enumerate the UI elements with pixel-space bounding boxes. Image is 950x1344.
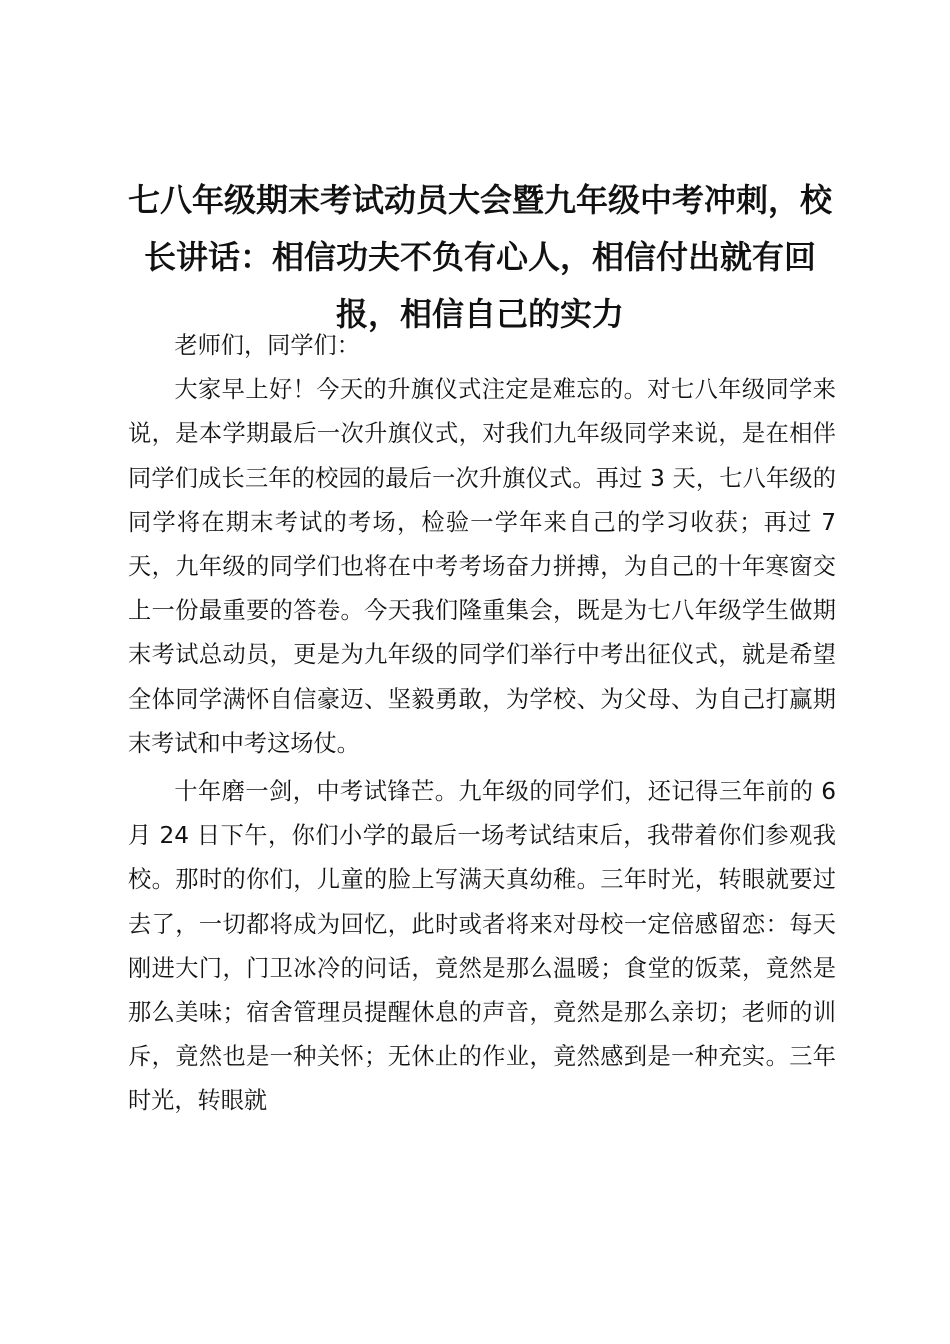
paragraph-1: 大家早上好！今天的升旗仪式注定是难忘的。对七八年级同学来说，是本学期最后一次升旗仪式，对我们九年级同学来说，是在相伴同学们成长三年的校园的最后一次升旗仪式。再过 3 天，七八年级的同学将在期末考试的考场，检验一学年来自己的学习收获；再过 7 天，九年级的同学们也将在中考考场奋力拼搏，为自己的十年寒窗交上一份最重要的答卷。今天我们隆重集会，既是为七八年级学生做期末考试总动员，更是为九年级的同学们举行中考出征仪式，就是希望全体同学满怀自信豪迈、坚毅勇敢，为学校、为父母、为自己打赢期末考试和中考这场仗。 [128,376,836,757]
greeting: 老师们，同学们： [174,332,360,359]
document-body [128,324,836,1124]
document-title: 七八年级期末考试动员大会暨九年级中考冲刺，校长讲话：相信功夫不负有心人，相信付出就有回报，相信自己的实力 [127,181,832,333]
paragraph-2: 十年磨一剑，中考试锋芒。九年级的同学们，还记得三年前的 6 月 24 日下午，你们小学的最后一场考试结束后，我带着你们参观我校。那时的你们，儿童的脸上写满天真幼稚。三年时光，转眼就要过去了，一切都将成为回忆，此时或者将来对母校一定倍感留恋：每天刚进大门，门卫冰冷的问话，竟然是那么温暖；食堂的饭菜，竟然是那么美味；宿舍管理员提醒休息的声音，竟然是那么亲切；老师的训斥，竟然也是一种关怀；无休止的作业，竟然感到是一种充实。三年时光，转眼就 [128,778,836,1115]
